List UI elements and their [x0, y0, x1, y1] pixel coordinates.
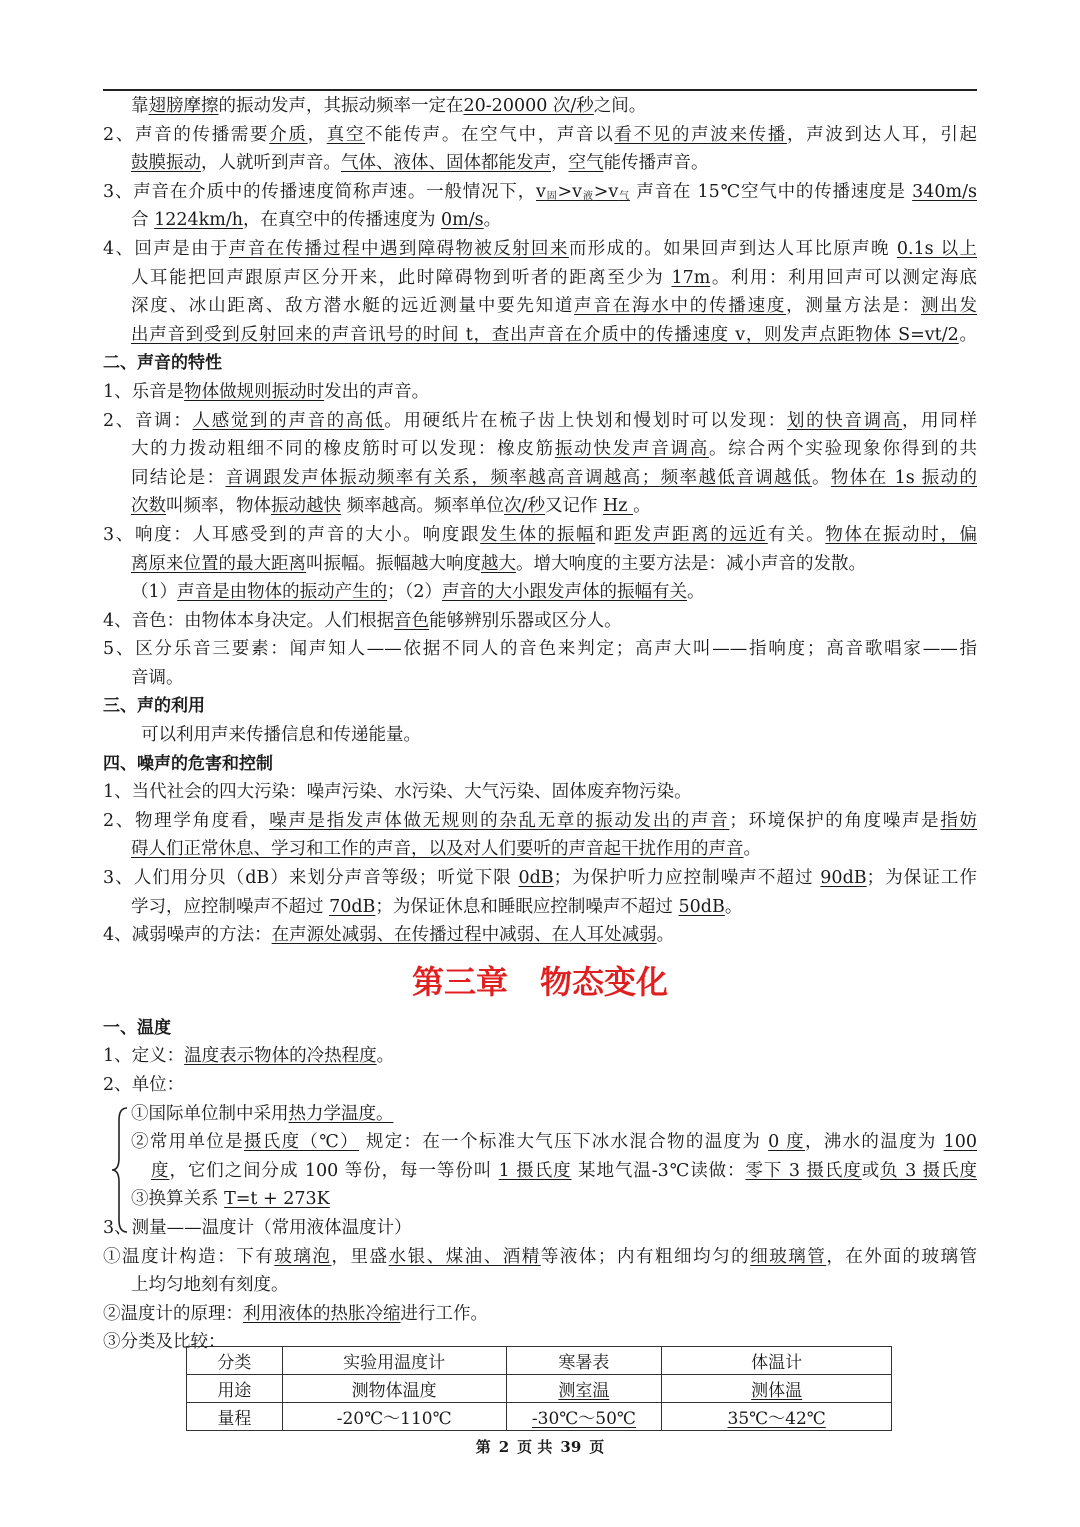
text-line: 1、定义：温度表示物体的冷热程度。 [103, 1046, 395, 1067]
thermometer-comparison-table [186, 1346, 892, 1431]
table-cell: 量程 [187, 1403, 283, 1431]
table-cell: 用途 [187, 1375, 283, 1403]
text-line: 3、测量——温度计（常用液体温度计） [103, 1217, 412, 1238]
table-cell: 寒暑表 [506, 1347, 662, 1375]
text-line: ③分类及比较： [103, 1332, 226, 1353]
header-rule [103, 89, 977, 91]
text-line: 鼓膜振动，人就听到声音。气体、液体、固体都能发声，空气能传播声音。 [131, 153, 709, 174]
text-line: ①温度计构造：下有玻璃泡，里盛水银、煤油、酒精等液体；内有粗细均匀的细玻璃管，在外面的玻璃管 [103, 1246, 977, 1267]
text-line: 次数叫频率，物体振动越快 频率越高。频率单位次/秒又记作 Hz 。 [131, 496, 651, 517]
text-line: 2、单位： [103, 1075, 185, 1095]
text-line: 音调。 [131, 667, 184, 688]
table-row [187, 1403, 892, 1431]
text-line: 2、物理学角度看，噪声是指发声体做无规则的杂乱无章的振动发出的声音；环境保护的角度噪声是指妨 [103, 810, 977, 831]
table-row [187, 1375, 892, 1403]
text-line: ③换算关系 T=t + 273K [131, 1189, 330, 1210]
page-footer: 第 2 页 共 39 页 [475, 1438, 605, 1456]
table-row [187, 1347, 892, 1375]
section-heading: 四、噪声的危害和控制 [103, 753, 273, 774]
text-line: 学习，应控制噪声不超过 70dB；为保证休息和睡眠应控制噪声不超过 50dB。 [131, 896, 743, 917]
text-line: 离原来位置的最大距离叫振幅。振幅越大响度越大。增大响度的主要方法是：减小声音的发散。 [131, 553, 866, 574]
text-line: 3、人们用分贝（dB）来划分声音等级；听觉下限 0dB；为保护听力应控制噪声不超过 90dB；为保证工作 [103, 868, 977, 889]
text-line: 合 1224km/h，在真空中的传播速度为 0m/s。 [131, 210, 502, 231]
chapter-title: 第三章 物态变化 [411, 962, 668, 1001]
text-line: 靠翅膀摩擦的振动发声，其振动频率一定在20-20000 次/秒之间。 [131, 96, 647, 116]
total-pages: 39 [560, 1438, 582, 1456]
table-cell: 测体温 [662, 1375, 892, 1403]
section-heading: 一、温度 [103, 1017, 171, 1038]
text-line: 5、区分乐音三要素：闻声知人——依据不同人的音色来判定；高声大叫——指响度；高音歌唱家——指 [103, 639, 977, 660]
text-line: 出声音到受到反射回来的声音讯号的时间 t，查出声音在介质中的传播速度 v，则发声点距物体 S=vt/2。 [131, 324, 977, 345]
page-body [103, 92, 977, 1357]
section-heading: 三、声的利用 [103, 696, 205, 717]
table-cell: -30℃～50℃ [506, 1403, 662, 1431]
unit-list [103, 1100, 977, 1243]
text-line: 4、音色：由物体本身决定。人们根据音色能够辨别乐器或区分人。 [103, 610, 622, 631]
text-line: 4、减弱噪声的方法：在声源处减弱、在传播过程中减弱、在人耳处减弱。 [103, 925, 675, 946]
text-line: ①国际单位制中采用热力学温度。 [131, 1103, 394, 1124]
table-cell: 35℃～42℃ [662, 1403, 892, 1431]
text-line: 可以利用声来传播信息和传递能量。 [141, 725, 421, 746]
text-line: 大的力拨动粗细不同的橡皮筋时可以发现：橡皮筋振动快发声音调高。综合两个实验现象你得到的共 [131, 439, 977, 460]
text-line: 上均匀地刻有刻度。 [131, 1275, 289, 1296]
section-heading: 二、声音的特性 [103, 353, 222, 374]
text-line: 1、乐音是物体做规则振动时发出的声音。 [103, 381, 430, 402]
page-number: 2 [498, 1438, 510, 1456]
text-line: 人耳能把回声跟原声区分开来，此时障碍物到听者的距离至少为 17m。利用：利用回声可以测定海底 [131, 267, 977, 288]
text-line: 4、回声是由于声音在传播过程中遇到障碍物被反射回来而形成的。如果回声到达人耳比原声晚 0.1s 以上 [103, 238, 977, 259]
brace-icon [111, 1106, 129, 1234]
text-line: 同结论是：音调跟发声体振动频率有关系，频率越高音调越高；频率越低音调越低。物体在 1s 振动的 [131, 467, 977, 488]
table-cell: -20℃～110℃ [282, 1403, 506, 1431]
text-line: 碍人们正常休息、学习和工作的声音，以及对人们要听的声音起干扰作用的声音。 [131, 839, 761, 860]
text-line: ②温度计的原理：利用液体的热胀冷缩进行工作。 [103, 1303, 488, 1324]
text-line: （1）声音是由物体的振动产生的；（2）声音的大小跟发声体的振幅有关。 [131, 582, 705, 603]
text-line: 2、音调：人感觉到的声音的高低。用硬纸片在梳子齿上快划和慢划时可以发现：划的快音调高，用同样 [103, 410, 977, 431]
table-cell: 测室温 [506, 1375, 662, 1403]
text-line: 深度、冰山距离、敌方潜水艇的远近测量中要先知道声音在海水中的传播速度，测量方法是：测出发 [131, 296, 977, 317]
table-cell: 测物体温度 [282, 1375, 506, 1403]
text-line: 3、声音在介质中的传播速度简称声速。一般情况下，$v_固>v_液>v_气$ 声音在 15℃空气中的传播速度是 340m/s [103, 181, 977, 202]
table-cell: 分类 [187, 1347, 283, 1375]
text-line: 1、当代社会的四大污染：噪声污染、水污染、大气污染、固体废弃物污染。 [103, 782, 692, 803]
table-cell: 体温计 [662, 1347, 892, 1375]
text-line: 3、响度：人耳感受到的声音的大小。响度跟发生体的振幅和距发声距离的远近有关。物体在振动时，偏 [103, 524, 977, 545]
text-line: 度，它们之间分成 100 等份，每一等份叫 1 摄氏度 某地气温-3℃读做：零下 3 摄氏度或负 3 摄氏度 [151, 1160, 977, 1181]
text-line: ②常用单位是摄氏度（℃） 规定：在一个标准大气压下冰水混合物的温度为 0 度，沸水的温度为 100 [131, 1132, 977, 1153]
table-cell: 实验用温度计 [282, 1347, 506, 1375]
text-line: 2、声音的传播需要介质，真空不能传声。在空气中，声音以看不见的声波来传播，声波到达人耳，引起 [103, 124, 977, 145]
